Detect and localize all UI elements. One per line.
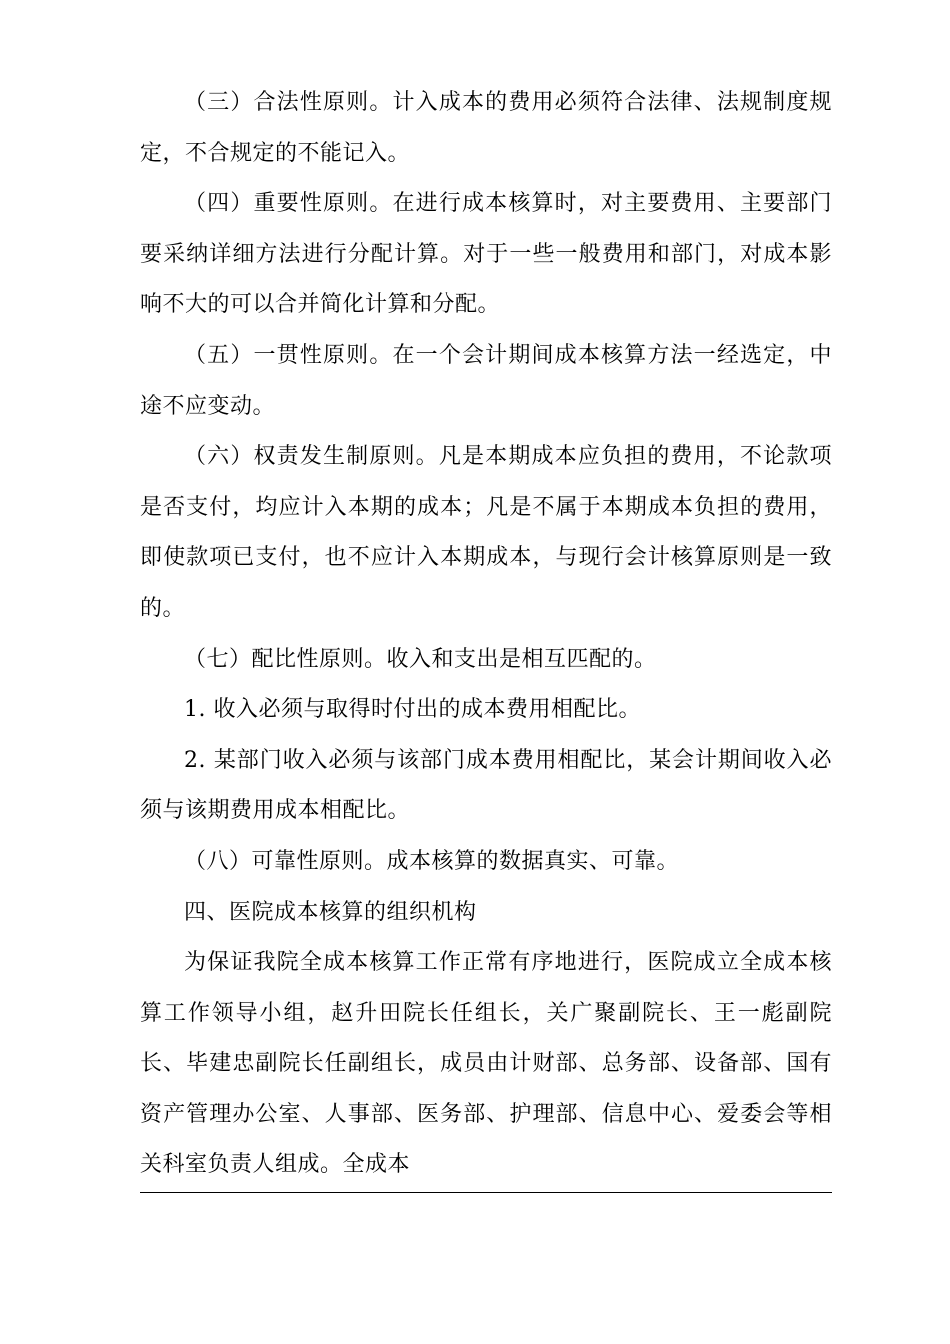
paragraph-matching-principle: （七）配比性原则。收入和支出是相互匹配的。 [184,646,657,672]
paragraph-accrual-principle: （六）权责发生制原则。凡是本期成本应负担的费用，不论款项是否支付，均应计入本期的成本；凡是不属于本期成本负担的费用，即使款项已支付，也不应计入本期成本，与现行会计核算原则是一致的。 [140,444,832,621]
paragraph-materiality-principle: （四）重要性原则。在进行成本核算时，对主要费用、主要部门要采纳详细方法进行分配计算。对于一些一般费用和部门，对成本影响不大的可以合并简化计算和分配。 [140,191,832,318]
section-heading-organization: 四、医院成本核算的组织机构 [184,899,477,925]
paragraph-organization: 为保证我院全成本核算工作正常有序地进行，医院成立全成本核算工作领导小组，赵升田院长任组长，关广聚副院长、王一彪副院长、毕建忠副院长任副组长，成员由计财部、总务部、设备部、国有资产管理办公室、人事部、医务部、护理部、信息中心、爱委会等相关科室负责人组成。全成本 [140,950,832,1178]
paragraph-consistency-principle: （五）一贯性原则。在一个会计期间成本核算方法一经选定，中途不应变动。 [140,342,832,419]
paragraph-reliability-principle: （八）可靠性原则。成本核算的数据真实、可靠。 [184,848,680,874]
body-text [140,78,832,1191]
paragraph-legality-principle: （三）合法性原则。计入成本的费用必须符合法律、法规制度规定，不合规定的不能记入。 [140,90,832,166]
paragraph-matching-item-1: 1. 收入必须与取得时付出的成本费用相配比。 [184,697,641,723]
paragraph-matching-item-2: 2. 某部门收入必须与该部门成本费用相配比，某会计期间收入必须与该期费用成本相配比。 [140,747,832,824]
footer-divider [140,1192,832,1193]
